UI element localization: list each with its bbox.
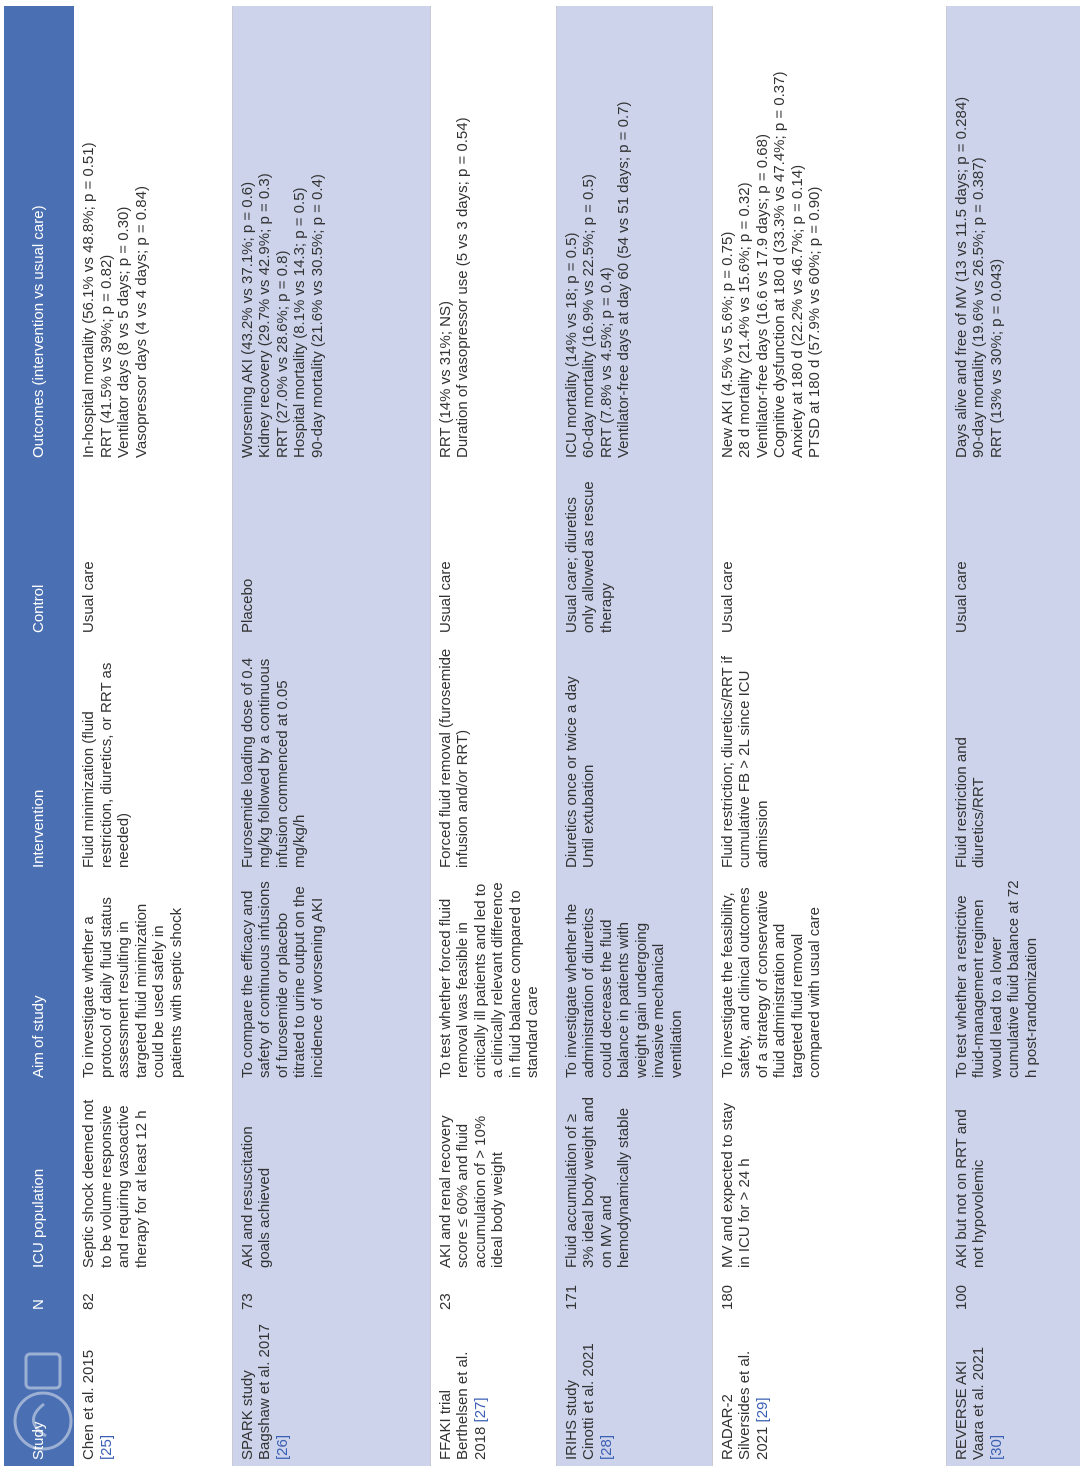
cell-intervention: Fluid restriction; diuretics/RRT if cumulative FB > 2L since ICU admission (712, 639, 946, 874)
cell-aim: To investigate whether a protocol of daily fluid status assessment resulting in targeted fluid minimization could be used safely in patients with septic shock (74, 874, 232, 1084)
study-author: Vaara et al. 2021 (970, 1346, 987, 1460)
watermark-logo-icon (8, 1346, 78, 1456)
cell-control: Usual care (430, 464, 556, 639)
study-author: Cinotti et al. 2021 (580, 1343, 597, 1460)
outcome-item: Vasopressor days (4 vs 4 days; p = 0.84) (132, 186, 150, 458)
cell-aim: To test whether a restrictive fluid-management regimen would lead to a lower cumulative fluid balance at 72 h post-randomization (946, 874, 1080, 1084)
study-author: Chen et al. 2015 (80, 1349, 97, 1460)
outcome-item: RRT (13% vs 30%; p = 0.043) (987, 258, 1005, 458)
citation-link[interactable]: [26] (273, 1434, 291, 1460)
outcome-item: Worsening AKI (43.2% vs 37.1%; p = 0.6) (238, 181, 256, 458)
cell-n: 73 (232, 1274, 430, 1316)
outcome-item: Anxiety at 180 d (22.2% vs 46.7%; p = 0.14) (788, 164, 806, 458)
outcome-item: 90-day mortality (19.6% vs 26.5%; p = 0.387) (970, 157, 987, 458)
cell-n: 82 (74, 1274, 232, 1316)
cell-n: 100 (946, 1274, 1080, 1316)
citation-link[interactable]: [28] (597, 1434, 615, 1460)
study-name: IRIHS study (562, 1379, 580, 1460)
rcts-table (4, 6, 1080, 1466)
header-outcomes: Outcomes (intervention vs usual care) (4, 6, 74, 464)
cell-outcomes (712, 6, 946, 464)
outcome-item: Days alive and free of MV (13 vs 11.5 days; p = 0.284) (952, 96, 970, 458)
outcome-item: Duration of vasopressor use (5 vs 3 days; p = 0.54) (454, 117, 471, 458)
cell-n: 180 (712, 1274, 946, 1316)
study-name: REVERSE AKI (952, 1360, 970, 1460)
cell-outcomes (556, 6, 712, 464)
study-name: RADAR-2 (718, 1394, 736, 1460)
cell-study (946, 1316, 1080, 1466)
citation-link[interactable]: [29] (753, 1397, 771, 1423)
table-row (712, 6, 946, 1466)
outcome-item: ICU mortality (14% vs 18; p = 0.5) (562, 232, 580, 458)
cell-outcomes (232, 6, 430, 464)
cell-study (712, 1316, 946, 1466)
citation-link[interactable]: [27] (471, 1397, 489, 1423)
cell-n: 171 (556, 1274, 712, 1316)
table-row (74, 6, 232, 1466)
study-name: SPARK study (238, 1370, 256, 1460)
outcome-item: Ventilator days (8 vs 5 days; p = 0.30) (115, 206, 132, 458)
outcome-item: In-hospital mortality (56.1% vs 48.8%; p = 0.51) (80, 142, 97, 458)
outcome-item: Ventilator-free days at day 60 (54 vs 51 days; p = 0.7) (615, 101, 632, 458)
outcome-item: New AKI (4.5% vs 5.6%; p = 0.75) (718, 231, 736, 458)
table-body (74, 6, 1080, 1466)
cell-study (556, 1316, 712, 1466)
cell-intervention: Forced fluid removal (furosemide infusion and/or RRT) (430, 639, 556, 874)
cell-aim: To compare the efficacy and safety of continuous infusions of furosemide or placebo titrated to urine output on the incidence of worsening AKI (232, 874, 430, 1084)
table-row (232, 6, 430, 1466)
citation-link[interactable]: [25] (97, 1434, 115, 1460)
header-n: N (4, 1274, 74, 1316)
citation-link[interactable]: [30] (987, 1434, 1005, 1460)
cell-population: AKI but not on RRT and not hypovolemic (946, 1084, 1080, 1274)
cell-intervention: Furosemide loading dose of 0.4 mg/kg followed by a continuous infusion commenced at 0.05 mg/kg/h (232, 639, 430, 874)
cell-aim: To investigate whether the administration of diuretics could decrease the fluid balance in patients with weight gain undergoing invasive mechanical ventilation (556, 874, 712, 1084)
table-row (430, 6, 556, 1466)
cell-outcomes (946, 6, 1080, 464)
cell-control: Usual care (74, 464, 232, 639)
outcome-item: RRT (14% vs 31%; NS) (436, 301, 454, 458)
cell-study (430, 1316, 556, 1466)
study-author: Silversides et al. 2021 (736, 1350, 771, 1460)
cell-n: 23 (430, 1274, 556, 1316)
cell-intervention: Diuretics once or twice a day Until extubation (556, 639, 712, 874)
header-intervention: Intervention (4, 639, 74, 874)
cell-study (232, 1316, 430, 1466)
outcome-item: Ventilator-free days (16.6 vs 17.9 days; p = 0.68) (753, 134, 771, 458)
cell-population: Fluid accumulation of ≥ 3% ideal body weight and on MV and hemodynamically stable (556, 1084, 712, 1274)
cell-population: Septic shock deemed not to be volume responsive and requiring vasoactive therapy for at least 12 h (74, 1084, 232, 1274)
cell-intervention: Fluid restriction and diuretics/RRT (946, 639, 1080, 874)
header-icu-population: ICU population (4, 1084, 74, 1274)
outcome-item: Kidney recovery (29.7% vs 42.9%; p = 0.3) (256, 173, 273, 458)
cell-population: AKI and resuscitation goals achieved (232, 1084, 430, 1274)
header-row (4, 6, 74, 1466)
outcome-item: Hospital mortality (8.1% vs 14.3; p = 0.5) (291, 187, 308, 458)
cell-control: Usual care (712, 464, 946, 639)
header-aim: Aim of study (4, 874, 74, 1084)
outcome-item: 28 d mortality (21.4% vs 15.6%; p = 0.32) (736, 182, 753, 458)
outcome-item: RRT (7.8% vs 4.5%; p = 0.4) (597, 267, 615, 458)
header-study: Study (4, 1316, 74, 1466)
cell-study (74, 1316, 232, 1466)
table-row (946, 6, 1080, 1466)
cell-aim: To investigate the feasibility, safety, and clinical outcomes of a strategy of conservative fluid administration and targeted fluid removal compared with usual care (712, 874, 946, 1084)
cell-population: MV and expected to stay in ICU for > 24 h (712, 1084, 946, 1274)
header-control: Control (4, 464, 74, 639)
outcome-item: RRT (41.5% vs 39%; p = 0.82) (97, 254, 115, 458)
cell-aim: To test whether forced fluid removal was feasible in critically ill patients and led to a clinically relevant difference in fluid balance compared to standard care (430, 874, 556, 1084)
outcome-item: 60-day mortality (16.9% vs 22.5%; p = 0.5) (580, 174, 597, 458)
study-author: Berthelsen et al. 2018 (454, 1351, 489, 1460)
cell-intervention: Fluid minimization (fluid restriction, diuretics, or RRT as needed) (74, 639, 232, 874)
outcome-item: RRT (27.0% vs 28.6%; p = 0.8) (273, 250, 291, 458)
outcome-item: PTSD at 180 d (57.9% vs 60%; p = 0.90) (806, 186, 823, 458)
study-name: FFAKI trial (436, 1389, 454, 1460)
table-row (556, 6, 712, 1466)
outcome-item: 90-day mortality (21.6% vs 30.5%; p = 0.4) (308, 174, 326, 458)
cell-control: Placebo (232, 464, 430, 639)
outcome-item: Cognitive dysfunction at 180 d (33.3% vs 47.4%; p = 0.37) (771, 71, 788, 458)
cell-population: AKI and renal recovery score ≤ 60% and fluid accumulation of > 10% ideal body weight (430, 1084, 556, 1274)
cell-outcomes (430, 6, 556, 464)
study-author: Bagshaw et al. 2017 (256, 1324, 273, 1460)
cell-outcomes (74, 6, 232, 464)
cell-control: Usual care (946, 464, 1080, 639)
cell-control: Usual care; diuretics only allowed as rescue therapy (556, 464, 712, 639)
